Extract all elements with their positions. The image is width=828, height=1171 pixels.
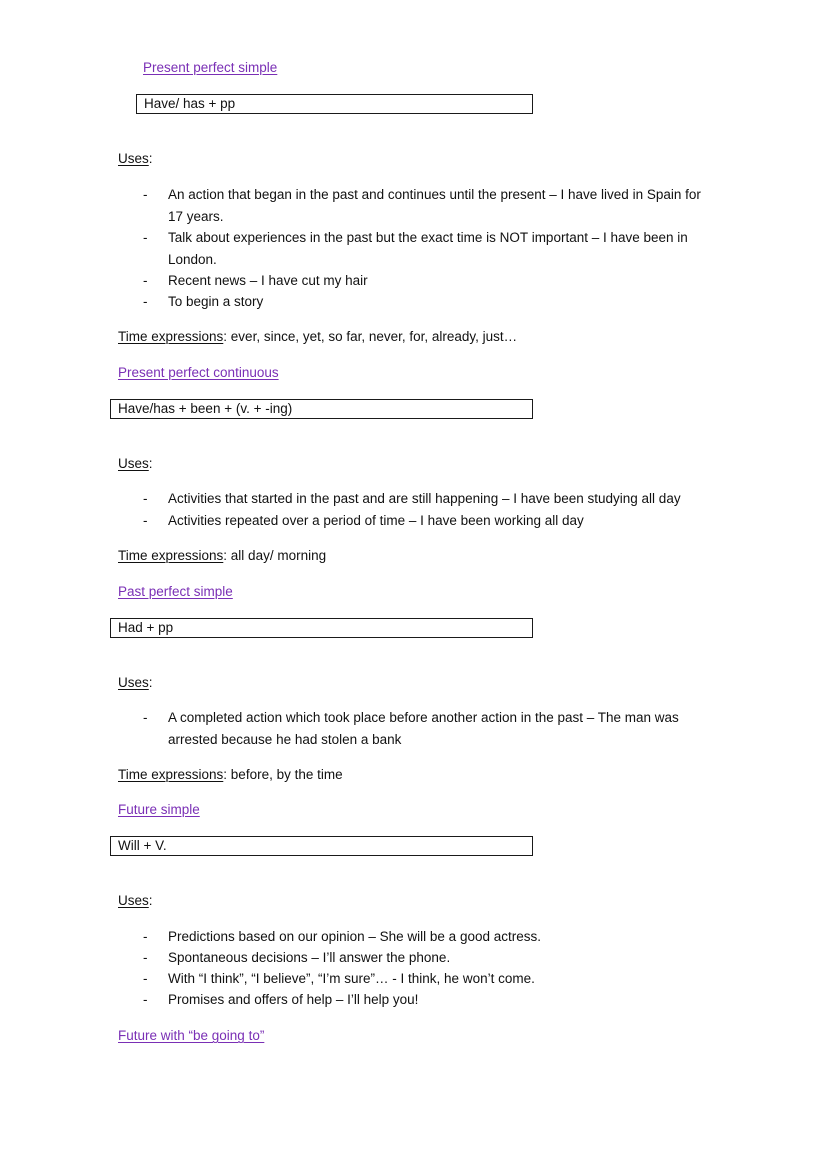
list-item: Recent news – I have cut my hair — [168, 273, 368, 288]
time-expressions-label: Time expressions — [118, 329, 224, 344]
bullet-dash: - — [143, 491, 148, 506]
list-item: Talk about experiences in the past but the exact time is NOT important – I have been in London. — [168, 230, 688, 267]
formula-box-past-perfect-simple: Had + pp — [110, 618, 533, 638]
formula-box-present-perfect-continuous: Have/has + been + (v. + -ing) — [110, 399, 533, 419]
uses-label-colon: : — [148, 893, 153, 908]
time-expressions-values: : before, by the time — [223, 767, 343, 782]
uses-label-text: Uses — [118, 675, 149, 690]
bullet-dash: - — [143, 187, 148, 202]
section-title-present-perfect-continuous: Present perfect continuous — [118, 365, 279, 380]
time-expressions-values: : all day/ morning — [223, 548, 327, 563]
time-expressions-label: Time expressions — [118, 548, 224, 563]
list-item: Predictions based on our opinion – She will be a good actress. — [168, 929, 541, 944]
bullet-dash: - — [143, 710, 148, 725]
time-expressions-label: Time expressions — [118, 767, 224, 782]
time-expressions — [118, 767, 343, 782]
uses-label — [118, 456, 153, 471]
list-item: To begin a story — [168, 294, 264, 309]
bullet-dash: - — [143, 950, 148, 965]
list-item: A completed action which took place before another action in the past – The man was arrested because he had stolen a bank — [168, 710, 679, 747]
time-expressions — [118, 548, 326, 563]
bullet-dash: - — [143, 513, 148, 528]
uses-label-colon: : — [148, 456, 153, 471]
uses-label-colon: : — [148, 151, 153, 166]
uses-label-text: Uses — [118, 151, 149, 166]
list-item: Activities repeated over a period of time – I have been working all day — [168, 513, 584, 528]
list-item: An action that began in the past and continues until the present – I have lived in Spain for 17 years. — [168, 187, 701, 224]
bullet-dash: - — [143, 929, 148, 944]
bullet-dash: - — [143, 971, 148, 986]
section-title-future-be-going-to: Future with “be going to” — [118, 1028, 265, 1043]
list-item: Promises and offers of help – I’ll help you! — [168, 992, 419, 1007]
uses-label — [118, 151, 153, 166]
uses-label-text: Uses — [118, 893, 149, 908]
list-item: With “I think”, “I believe”, “I’m sure”… - I think, he won’t come. — [168, 971, 535, 986]
time-expressions — [118, 329, 517, 344]
bullet-dash: - — [143, 273, 148, 288]
list-item: Activities that started in the past and are still happening – I have been studying all day — [168, 491, 681, 506]
time-expressions-values: : ever, since, yet, so far, never, for, already, just… — [223, 329, 518, 344]
bullet-dash: - — [143, 294, 148, 309]
uses-label-colon: : — [148, 675, 153, 690]
section-title-present-perfect-simple: Present perfect simple — [143, 60, 278, 75]
bullet-dash: - — [143, 230, 148, 245]
formula-box-future-simple: Will + V. — [110, 836, 533, 856]
section-title-future-simple: Future simple — [118, 802, 200, 817]
section-title-past-perfect-simple: Past perfect simple — [118, 584, 233, 599]
uses-label — [118, 675, 153, 690]
formula-box-present-perfect-simple: Have/ has + pp — [136, 94, 533, 114]
uses-label-text: Uses — [118, 456, 149, 471]
list-item: Spontaneous decisions – I’ll answer the phone. — [168, 950, 451, 965]
bullet-dash: - — [143, 992, 148, 1007]
uses-label — [118, 893, 153, 908]
